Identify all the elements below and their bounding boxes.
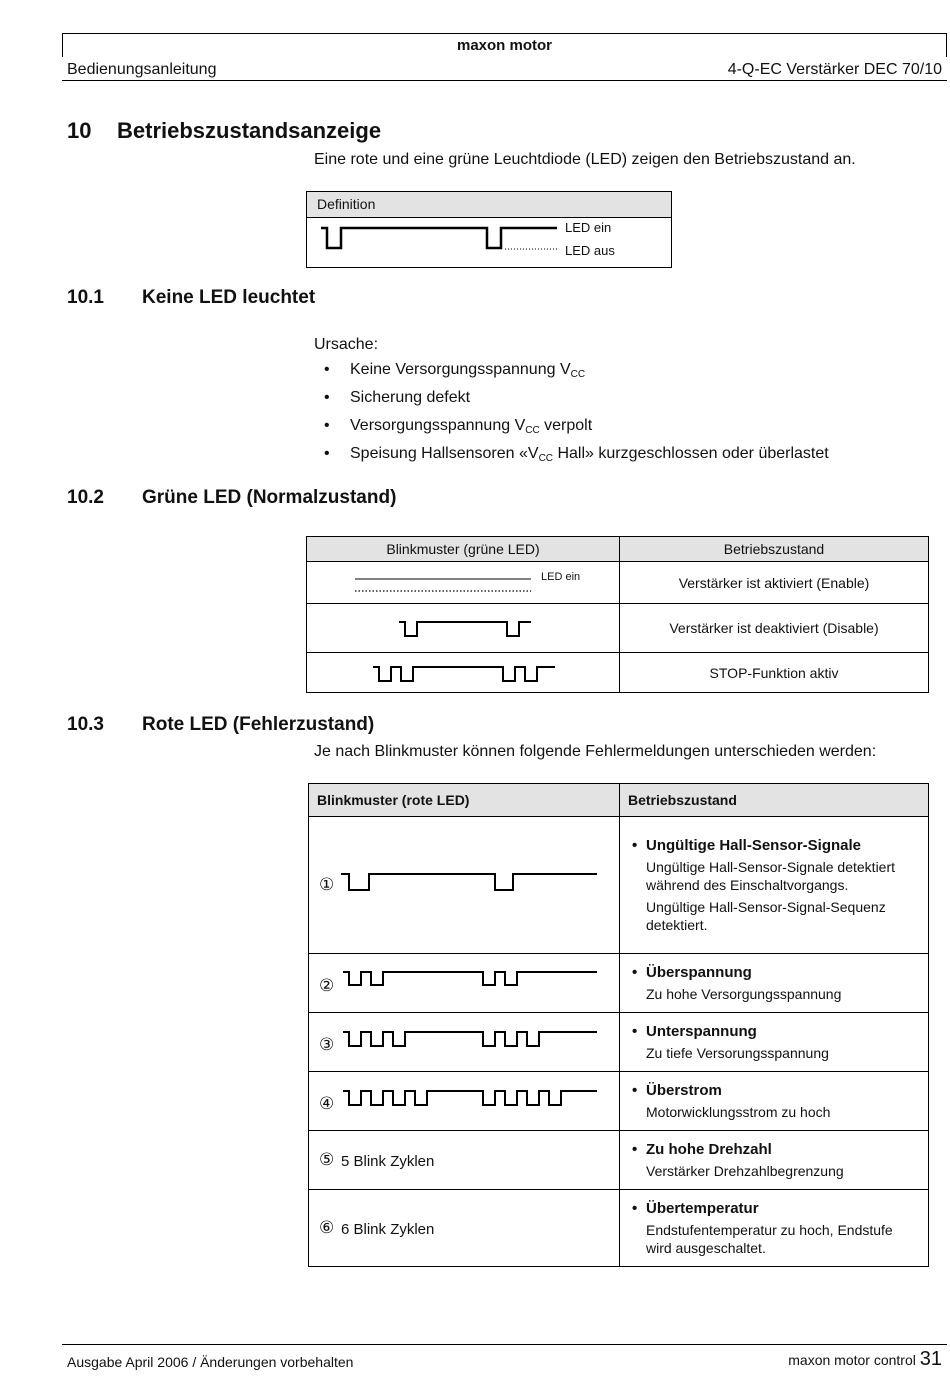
marker-2: ② (319, 976, 335, 995)
marker-3: ③ (319, 1035, 335, 1054)
red-state-5 (620, 1131, 929, 1190)
list-item: • Speisung Hallsensoren «$V_{CC}$ Hall» kurzgeschlossen oder überlastet (314, 445, 829, 473)
green-led-on-label: LED ein (541, 571, 581, 583)
green-pattern-stop (307, 653, 620, 693)
red-col-pattern-header: Blinkmuster (rote LED) (309, 784, 620, 817)
green-led-table (306, 536, 929, 693)
state-title: • Ungültige Hall-Sensor-Signale (632, 837, 918, 854)
section-number: 10 (67, 118, 92, 143)
section-number: 10.1 (67, 287, 104, 308)
section-title: Betriebszustandsanzeige (117, 118, 382, 143)
cause-list (314, 361, 829, 473)
footer-product: maxon motor control (788, 1352, 916, 1368)
red-state-3 (620, 1013, 929, 1072)
section-10-heading (67, 118, 381, 144)
section-number: 10.2 (67, 487, 104, 508)
green-col-state-header: Betriebszustand (620, 537, 929, 562)
red-pattern-6 (309, 1190, 620, 1267)
green-pattern-enable (307, 562, 620, 604)
state-detail: Verstärker Drehzahlbegrenzung (646, 1162, 844, 1179)
marker-5: ⑤ (319, 1150, 335, 1169)
marker-1: ① (319, 875, 335, 894)
section-10-intro: Eine rote und eine grüne Leuchtdiode (LED) zeigen den Betriebszustand an. (314, 151, 856, 168)
list-item: • Sicherung defekt (314, 389, 829, 417)
page-number: 31 (919, 1348, 942, 1370)
green-col-pattern-header: Blinkmuster (grüne LED) (307, 537, 620, 562)
state-detail: Zu hohe Versorgungsspannung (646, 985, 842, 1002)
red-state-1 (620, 817, 929, 954)
waveform-4-blinks (309, 1072, 611, 1129)
definition-led-on-label: LED ein (565, 220, 612, 235)
section-title: Keine LED leuchtet (142, 287, 316, 308)
marker-4: ④ (319, 1094, 335, 1113)
state-detail: Zu tiefe Versorungsspannung (646, 1044, 829, 1061)
state-title: • Zu hohe Drehzahl (632, 1141, 918, 1158)
header-doc-type: Bedienungsanleitung (67, 61, 217, 78)
footer-right (788, 1348, 942, 1371)
state-title: • Überspannung (632, 964, 918, 981)
green-state-stop: STOP-Funktion aktiv (620, 653, 929, 693)
section-number: 10.3 (67, 714, 104, 735)
red-state-2 (620, 954, 929, 1013)
waveform-1-blink (309, 817, 611, 952)
state-detail: Ungültige Hall-Sensor-Signal-Sequenz detektiert. (646, 898, 886, 933)
red-pattern-3 (309, 1013, 620, 1072)
red-pattern-5 (309, 1131, 620, 1190)
state-title: • Unterspannung (632, 1023, 918, 1040)
definition-title: Definition (307, 192, 671, 218)
state-detail: Motorwicklungsstrom zu hoch (646, 1103, 831, 1120)
header-divider (62, 80, 947, 81)
footer-edition: Ausgabe April 2006 / Änderungen vorbehalten (67, 1354, 354, 1370)
section-10-3-heading (67, 714, 374, 736)
header-brand: maxon motor (456, 37, 552, 54)
red-pattern-2 (309, 954, 620, 1013)
section-10-1-heading (67, 287, 315, 309)
waveform-double-blink (307, 654, 619, 692)
section-10-3-intro: Je nach Blinkmuster können folgende Fehlermeldungen unterschieden werden: (314, 743, 877, 760)
green-state-enable: Verstärker ist aktiviert (Enable) (620, 562, 929, 604)
header-product: 4-Q-EC Verstärker DEC 70/10 (727, 61, 942, 78)
waveform-single-blink (307, 605, 619, 652)
definition-box (306, 191, 672, 268)
definition-waveform (307, 218, 673, 268)
waveform-2-blinks (309, 954, 611, 1011)
blink-cycles-6: 6 Blink Zyklen (341, 1221, 435, 1238)
section-10-2-heading (67, 487, 396, 509)
waveform-3-blinks (309, 1013, 611, 1070)
green-state-disable: Verstärker ist deaktiviert (Disable) (620, 604, 929, 653)
marker-6: ⑥ (319, 1218, 335, 1237)
list-item: • Versorgungsspannung $V_{CC}$ verpolt (314, 417, 829, 445)
state-detail: Ungültige Hall-Sensor-Signale detektiert während des Einschaltvorgangs. (646, 858, 896, 893)
state-title: • Überstrom (632, 1082, 918, 1099)
cause-label: Ursache: (314, 336, 379, 353)
section-title: Rote LED (Fehlerzustand) (142, 714, 375, 735)
red-state-4 (620, 1072, 929, 1131)
red-pattern-1 (309, 817, 620, 954)
red-led-table (308, 783, 929, 1267)
definition-led-off-label: LED aus (565, 243, 615, 258)
red-state-6 (620, 1190, 929, 1267)
footer-divider (62, 1344, 947, 1345)
state-title: • Übertemperatur (632, 1200, 918, 1217)
red-pattern-4 (309, 1072, 620, 1131)
green-pattern-disable (307, 604, 620, 653)
blink-cycles-5: 5 Blink Zyklen (341, 1153, 435, 1170)
red-col-state-header: Betriebszustand (620, 784, 929, 817)
state-detail: Endstufentemperatur zu hoch, Endstufe wird ausgeschaltet. (646, 1221, 893, 1256)
list-item: • Keine Versorgungsspannung $V_{CC}$ (314, 361, 829, 389)
section-title: Grüne LED (Normalzustand) (142, 487, 397, 508)
